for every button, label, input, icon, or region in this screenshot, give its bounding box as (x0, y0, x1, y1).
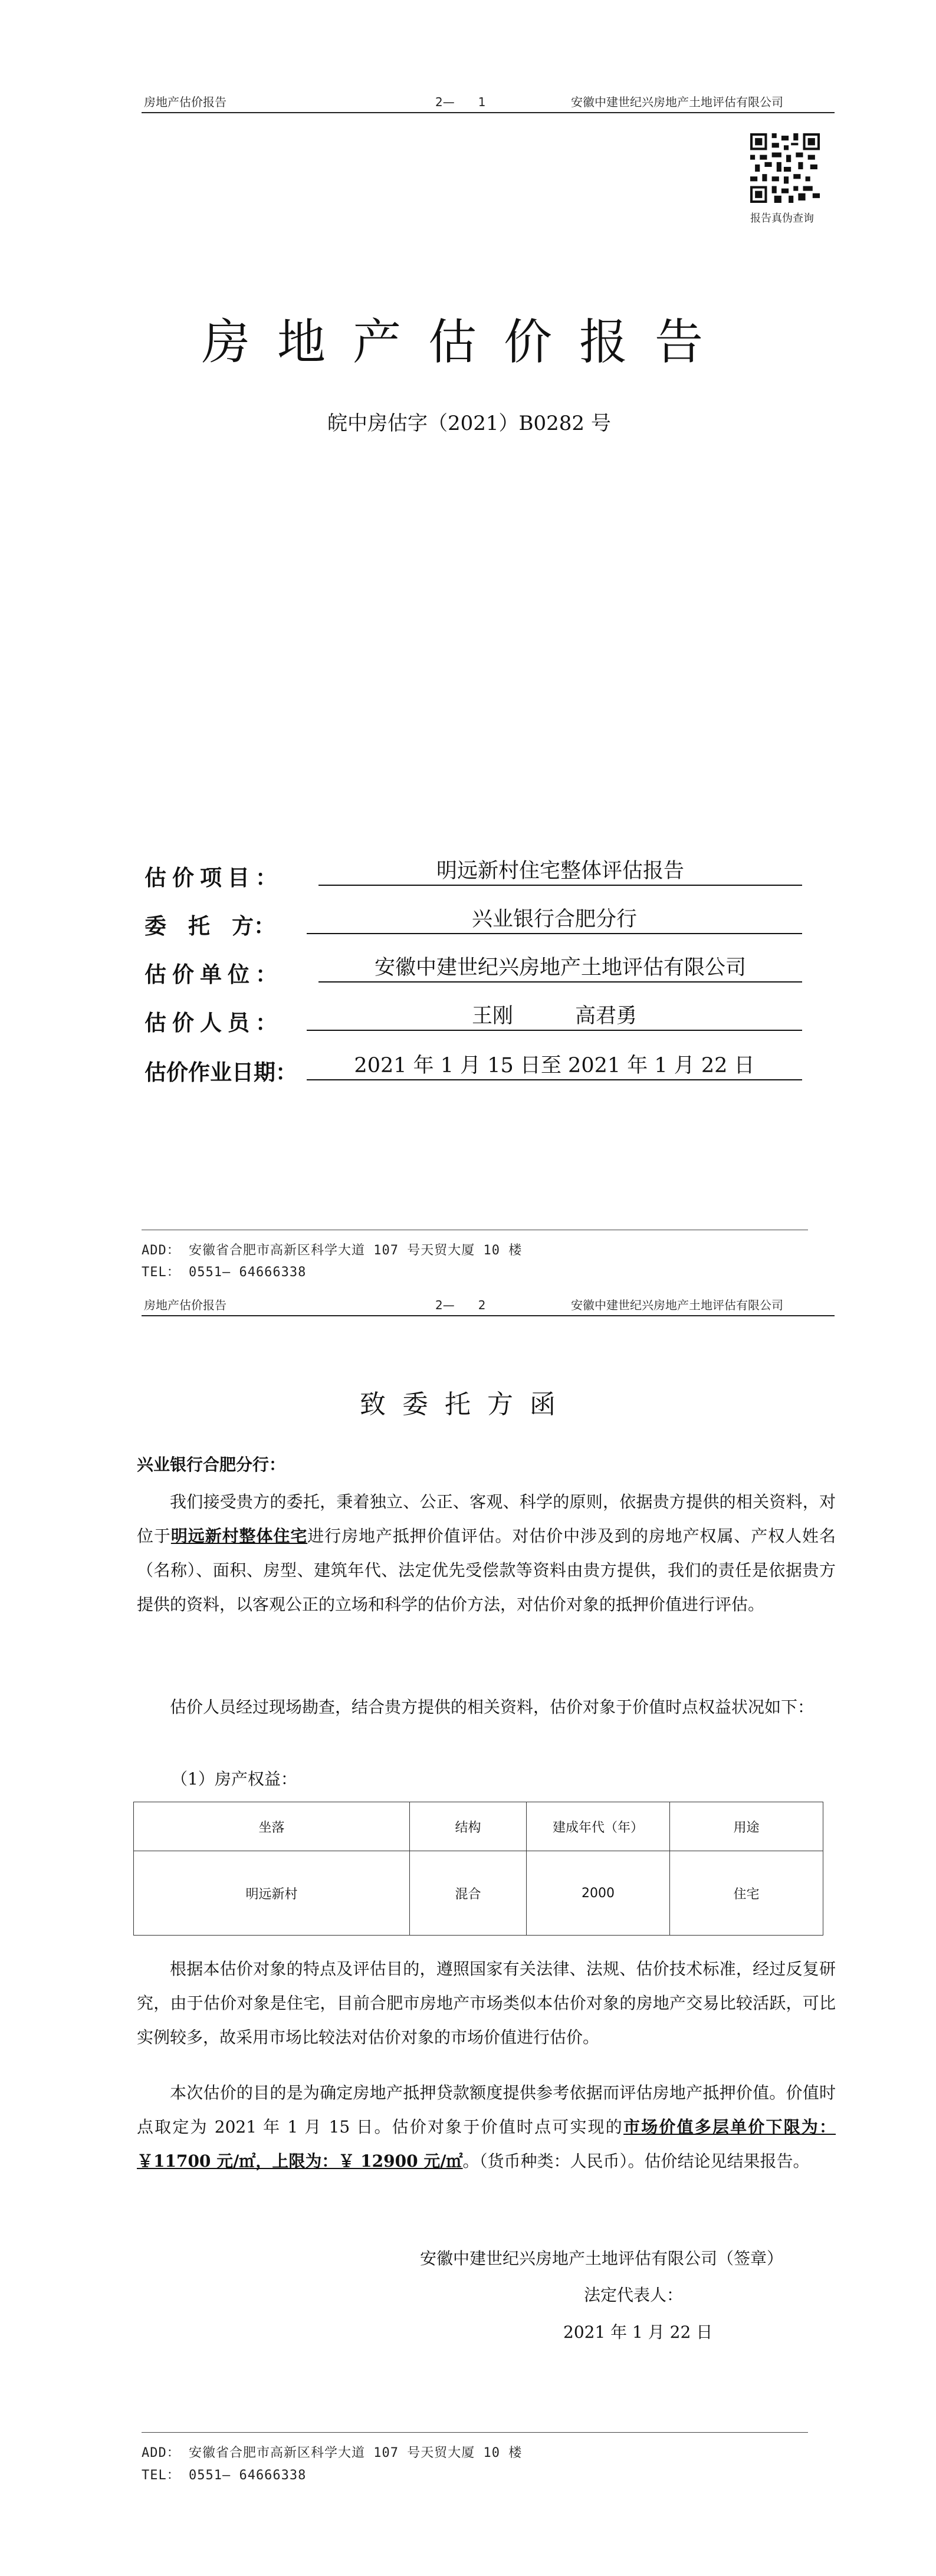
field-value-work-date: 2021 年 1 月 15 日至 2021 年 1 月 22 日 (307, 1053, 802, 1080)
field-label-client: 委 托 方： (144, 914, 275, 939)
header-left: 房地产估价报告 (144, 1298, 226, 1312)
header-page-number: 2— 1 (435, 95, 486, 109)
header-rule (142, 112, 835, 113)
signature-company: 安徽中建世纪兴房地产土地评估有限公司（签章） (420, 2249, 784, 2268)
field-label-project: 估价项目： (144, 865, 283, 891)
legal-representative: 法定代表人： (584, 2285, 684, 2305)
paragraph-text: 本次估价的目的是为确定房地产抵押贷款额度提供参考依据而评估房地产抵押价值。价值时点取定为 2021 年 1 月 15 日。估价对象于价值时点可实现的 (137, 2083, 836, 2137)
paragraph-method: 根据本估价对象的特点及评估目的，遵照国家有关法律、法规、估价技术标准，经过反复研究，由于估价对象是住宅，目前合肥市房地产市场类似本估价对象的房地产交易比较活跃，可比实例较多，故采用市场比较法对估价对象的市场价值进行估价。 (137, 1959, 836, 2047)
table-cell: 住宅 (670, 1851, 823, 1936)
footer-address: ADD： 安徽省合肥市高新区科学大道 107 号天贸大厦 10 楼 (142, 1243, 523, 1258)
field-label-work-date: 估价作业日期： (144, 1060, 297, 1085)
header-rule (142, 1315, 835, 1316)
signature-date: 2021 年 1 月 22 日 (563, 2322, 713, 2342)
table-cell: 2000 (527, 1851, 670, 1936)
letter-title: 致委托方函 (360, 1389, 572, 1420)
field-label-appraisers: 估价人员： (144, 1010, 283, 1036)
table-cell: 明远新村 (134, 1851, 410, 1936)
table-header: 用途 (670, 1802, 823, 1851)
table-header: 结构 (410, 1802, 527, 1851)
header-right: 安徽中建世纪兴房地产土地评估有限公司 (571, 95, 783, 109)
header-page-number: 2— 2 (435, 1298, 486, 1312)
paragraph-conclusion (137, 2076, 836, 2179)
footer-tel: TEL： 0551— 64666338 (142, 1265, 307, 1280)
report-number: 皖中房估字（2021）B0282 号 (327, 412, 611, 435)
field-value-unit: 安徽中建世纪兴房地产土地评估有限公司 (318, 955, 802, 983)
footer-tel: TEL： 0551— 64666338 (142, 2468, 307, 2483)
paragraph-text: 。（货币种类：人民币）。估价结论见结果报告。 (462, 2151, 810, 2171)
footer-address: ADD： 安徽省合肥市高新区科学大道 107 号天贸大厦 10 楼 (142, 2446, 523, 2460)
sub-heading-rights: （1）房产权益： (171, 1769, 297, 1789)
field-label-unit: 估价单位： (144, 962, 283, 987)
property-name: 明远新村整体住宅 (170, 1526, 308, 1546)
table-header: 坐落 (134, 1802, 410, 1851)
header-left: 房地产估价报告 (144, 95, 226, 109)
paragraph-text: 进行房地产抵押价值评估。对估价中涉及到的房地产权属、产权人姓名（名称）、面积、房型、建筑年代、法定优先受偿款等资料由贵方提供，我们的责任是依据贵方提供的资料，以客观公正的立场和科学的估价方法，对估价对象的抵押价值进行评估。 (137, 1526, 836, 1614)
report-title: 房地产估价报告 (202, 314, 731, 370)
field-value-appraisers: 王刚 高君勇 (307, 1004, 802, 1031)
qr-caption: 报告真伪查询 (750, 212, 814, 225)
addressee: 兴业银行合肥分行： (137, 1455, 286, 1474)
table-row (134, 1851, 823, 1936)
table-cell: 混合 (410, 1851, 527, 1936)
qr-code-icon[interactable] (750, 133, 820, 203)
table-header-row (134, 1802, 823, 1851)
footer-rule (142, 2432, 808, 2433)
field-value-client: 兴业银行合肥分行 (307, 907, 802, 934)
paragraph-survey: 估价人员经过现场勘查，结合贵方提供的相关资料，估价对象于价值时点权益状况如下： (170, 1697, 815, 1717)
field-value-project: 明远新村住宅整体评估报告 (318, 859, 802, 886)
property-rights-table (133, 1802, 823, 1936)
table-header: 建成年代（年） (527, 1802, 670, 1851)
paragraph-text: 我们接受贵方的委托，秉着独立、公正、客观、科学的原则，依据贵方提供的相关资料，对位于 (137, 1492, 836, 1546)
market-value: 市场价值多层单价下限为：￥11700 元/㎡，上限为：￥ 12900 元/㎡ (137, 2117, 836, 2171)
header-right: 安徽中建世纪兴房地产土地评估有限公司 (571, 1298, 783, 1312)
paragraph-commission (137, 1485, 836, 1622)
